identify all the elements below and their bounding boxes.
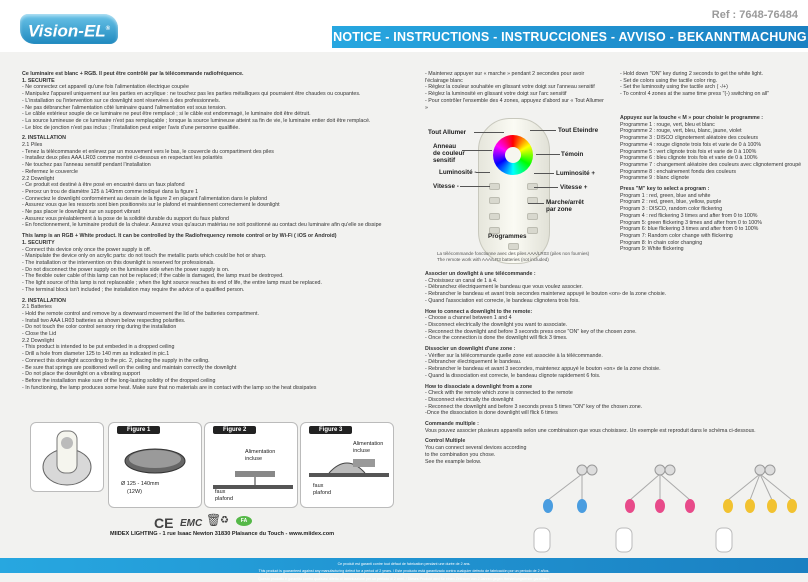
list-item: 2.2 Downlight	[22, 175, 55, 182]
list-item: 2.1 Batteries	[22, 304, 52, 311]
fr-install-title: 2. INSTALLATION	[22, 135, 66, 142]
fa-certification-logo: FA	[236, 516, 252, 526]
fig2-false-ceiling-label: faux plafond	[215, 489, 234, 502]
remote-button-icon	[489, 213, 500, 220]
list-item: - Le câble extérieur souple de ce luminaire ne peut être remplacé ; si le câble est endommagé, le luminaire doit être détruit.	[22, 111, 311, 118]
hand-remote-figure	[30, 422, 104, 492]
list-item: - Débrancher électriquement le bandeau.	[425, 359, 522, 366]
list-item: - Do not place the downlight on a vibrating support	[22, 371, 141, 378]
footer-line: Questo prodotto è garantito contro qualsiasi difetto di fabbricazione per un periodo di 2 anni. / Dieses Produkt wird für einen Zeitraum von 2 Jahren gegen Herstellungsfehler garantiert.	[258, 577, 550, 582]
remote-button-icon	[489, 197, 500, 204]
list-item: - Reconnect the downlight and before 3 seconds press once "ON" key of the chosen zone.	[425, 328, 637, 335]
program-item: Program 1 : red, green, blue and white	[620, 192, 711, 199]
company-address: MIIDEX LIGHTING - 1 rue Isaac Newton 31830 Plaisance du Touch - www.miidex.com	[110, 531, 335, 537]
program-item: Programme 8 : enchainement fondu des couleurs	[620, 168, 737, 175]
program-item: Program 7: Random color change with flickering	[620, 232, 733, 239]
list-item: - Installez deux piles AAA LR03 comme montré ci-dessous en respectant les polarités	[22, 155, 223, 162]
list-item: 2.1 Piles	[22, 142, 43, 149]
list-item: - Refermez le couvercle	[22, 168, 78, 175]
battery-note: La télécommande fonctionne avec des piles AAA/LR03 (piles non fournies) The remote work with AAA/LR3 batteries (not included)	[437, 251, 590, 262]
program-item: Programme 5 : vert clignote trois fois et varie de 0 à 100%	[620, 148, 757, 155]
remote-button-icon	[508, 243, 519, 250]
list-item: - Percez un trou de diamètre 125 à 140mm comme indiqué dans la figure 1	[22, 188, 199, 195]
list-item: - Connect this device only once the power supply is off.	[22, 246, 152, 253]
label-brightness-minus: Luminosité -	[439, 169, 477, 176]
list-item: - Quand la dissociation est correcte, le bandeau clignote rapidement 6 fois.	[425, 372, 601, 379]
label-indicator: Témoin	[561, 151, 584, 158]
figure-1-title: Figure 1	[117, 426, 160, 434]
brand-logo: Vision-EL®	[20, 14, 118, 44]
ce-mark: CE	[154, 515, 174, 531]
program-item: Programme 4 : rouge clignote trois fois et varie de 0 à 100%	[620, 141, 762, 148]
label-color-ring: Anneau de couleur sensitif	[433, 143, 465, 164]
list-item: - L'installation ou l'intervention sur ce downlight sont réservées à des professionnels.	[22, 97, 221, 104]
list-item: - Hold the remote control and remove by a downward movement the lid of the batteries compartment.	[22, 310, 260, 317]
remote-control	[478, 118, 550, 264]
callout-line	[462, 150, 492, 151]
fr-install-list	[22, 142, 412, 229]
list-item: - Check with the remote which zone is connected to the remote	[425, 390, 573, 397]
figure-2-panel	[204, 422, 298, 508]
callout-line	[528, 203, 544, 204]
list-item: - Ne connectez cet appareil qu'une fois l'alimentation électrique coupée	[22, 84, 189, 91]
figure-1-panel	[108, 422, 202, 508]
page-title: NOTICE - INSTRUCTIONS - INSTRUCCIONES - AVVISO - BEKANNTMACHUNG	[332, 26, 808, 48]
list-item: - Débranchez électriquement le bandeau que vous voulez associer.	[425, 284, 583, 291]
footer-line: This product is guaranteed against any manufacturing defect for a period of 2 years. / Este producto está garantizado contra cualquier defecto de fabricación por un periodo de 2 años.	[258, 569, 550, 574]
list-item: - Assurez vous que les ressorts sont bien positionnés sur le plafond et maintiennent correctement le downlight	[22, 202, 280, 209]
list-item: - Connect this downlight according to the pic. 2, placing the supply in the ceiling.	[22, 357, 210, 364]
fr-security-title: 1. SECURITE	[22, 77, 55, 84]
fr-security-list	[22, 84, 412, 131]
list-item: - Disconnect electrically the downlight you want to associate.	[425, 321, 568, 328]
program-item: Program 6: blue flickering 3 times and after from 0 to 100%	[620, 226, 759, 233]
list-item: - Do not touch the color control sensory ring during the installation	[22, 324, 177, 331]
list-item: - Close the Lid	[22, 331, 57, 338]
warranty-footer	[0, 558, 808, 582]
list-item: - Réglez la couleur souhaitée en glissant votre doigt sur l'anneau sensitif	[425, 84, 595, 91]
remote-instructions-en	[620, 71, 800, 98]
list-item: - Once the connection is done the downlight will flick 3 times.	[425, 335, 568, 342]
en-install-title: 2. INSTALLATION	[22, 297, 66, 304]
list-item: - Le bloc de jonction n'est pas inclus ; l'installation peut exiger l'avis d'une personne qualifiée.	[22, 124, 240, 131]
fr-intro: Ce luminaire est blanc + RGB. Il peut être contrôlé par la télécommande radiofréquence.	[22, 71, 244, 77]
program-item: Program 9: White flickering	[620, 246, 684, 253]
en-security-list	[22, 247, 412, 294]
list-item: - Set de colors using the tactile color ring.	[620, 77, 718, 84]
list-item: - Quand l'association est correcte, le bandeau clignotera trois fois.	[425, 297, 580, 304]
list-item: -Once the dissociation is done downlight will flick 6 times	[425, 410, 558, 417]
callout-line	[476, 172, 490, 173]
remote-button-icon	[527, 213, 538, 220]
program-item: Program 3 : DISCO, random color flickering	[620, 206, 723, 213]
list-item: - Connectez le downlight conformément au dessin de la figure 2 en plaçant l'alimentation dans le plafond	[22, 195, 268, 202]
figure-3-title: Figure 3	[309, 426, 352, 434]
power-label: (12W)	[127, 489, 142, 495]
fig3-power-supply-label: Alimentation incluse	[353, 441, 384, 454]
label-brightness-plus: Luminosité +	[556, 170, 596, 177]
list-item: - The terminal block isn't included ; the installation may require the advice of a qualified person.	[22, 286, 245, 293]
list-item: - Ne pas débrancher l'alimentation côté luminaire quand l'alimentation est sous tension.	[22, 104, 227, 111]
figure-2-title: Figure 2	[213, 426, 256, 434]
emc-mark: EMC	[180, 518, 203, 529]
hand-remote-illustration	[31, 423, 103, 491]
multi-control-diagram	[530, 458, 800, 554]
list-item: - Assurez vous préalablement à la pose de la solidité durable du support du faux plafond	[22, 215, 230, 222]
program-item: Program 2 : red, green, blue, yellow, purple	[620, 199, 722, 206]
callout-line	[530, 130, 556, 131]
list-item: - Hold down "ON" key during 2 seconds to get the white light.	[620, 71, 764, 77]
list-item: - Pour contrôler l'ensemble des 4 zones, appuyez d'abord sur « Tout Allumer »	[425, 97, 604, 111]
recycle-icon: ♻	[220, 515, 229, 526]
remote-instructions-fr	[425, 71, 605, 111]
list-item: - Vérifier sur la télécommande quelle zone est associée à la télécommande.	[425, 352, 603, 359]
list-item: - Ne touchez pas l'anneau sensitif pendant l'installation	[22, 162, 151, 169]
callout-line	[534, 187, 558, 188]
list-item: - Rebrancher le bandeau et avant trois secondes maintenez appuyé le bouton «on» de la zone choisie.	[425, 291, 667, 298]
program-item: Program 5: green flickering 3 times and after from 0 to 100%	[620, 219, 762, 226]
callout-line	[536, 154, 560, 155]
en-intro: This lamp is an RGB + White product. It can be controlled by the Radiofrequency remote control or by Wi-Fi ( iOS or Android)	[22, 233, 337, 240]
list-item: - Install two AAA LR03 batteries as shown below respecting polarities.	[22, 317, 186, 324]
fig2-power-supply-label: Alimentation incluse	[245, 449, 276, 462]
label-all-off: Tout Eteindre	[558, 127, 599, 134]
list-item: - Set the luminosity using the tactile arch ( -/+)	[620, 84, 728, 91]
list-item: 2.2 Downlight	[22, 337, 55, 344]
program-item: Programme 3 : DISCO clignotement aléatoire des couleurs	[620, 135, 759, 142]
weee-bin-icon: 🗑	[206, 513, 222, 527]
program-list-fr: Appuyez sur la touche « M » pour choisir le programme : Programme 1 : rouge, vert, bleu et blanc Programme 2 : rouge, vert, bleu, blanc, jaune, violet Programme 3 : DISCO clignotement aléatoire des couleurs Programme 4 : rouge clignote trois fois et varie de 0 à 100% Programme 5 : vert clignote trois fois et varie de 0 à 100% Programme 6 : bleu clignote trois fois et varie de 0 à 100% Programme 7 : changement aléatoire des couleurs avec clignotement groupé Programme 8 : enchainement fondu des couleurs Programme 9 : blanc clignote Press "M" key to select a program : Program 1 : red, green, blue and white Program 2 : red, green, blue, yellow, purple Program 3 : DISCO, random color flickering Program 4 : red flickering 3 times and after from 0 to 100% Program 5: green flickering 3 times and after from 0 to 100% Program 6: blue flickering 3 times and after from 0 to 100% Program 7: Random color change with flickering Program 8: In chain color changing Program 9: White flickering	[620, 115, 802, 253]
list-item: - Disconnect electrically the downlight	[425, 396, 514, 403]
label-all-on: Tout Allumer	[428, 129, 467, 136]
list-item: - Choisissez un canal de 1 à 4.	[425, 277, 498, 284]
list-item: - The installation or the intervention on this downlight is reserved for professionals.	[22, 259, 215, 266]
remote-button-icon	[489, 183, 500, 190]
list-item: See the example below.	[425, 458, 482, 465]
list-item: - Manipulez l'appareil uniquement sur les parties en acrylique : ne touchez pas les parties métalliques qui pourraient être chaudes ou coupantes.	[22, 91, 361, 98]
label-speed-minus: Vitesse -	[433, 183, 459, 190]
list-item: - This product is intended to be put embeded in a dropped ceiling	[22, 344, 175, 351]
callout-line	[534, 173, 554, 174]
callout-line	[474, 132, 504, 133]
list-item: - Manipulate the device only on acrylic parts: do not touch the metallic parts which could be hot or sharp.	[22, 253, 267, 260]
program-item: Program 8: In chain color changing	[620, 239, 703, 246]
hole-diameter-label: Ø 125 - 140mm	[121, 481, 160, 487]
fig3-false-ceiling-label: faux plafond	[313, 483, 332, 496]
remote-button-icon	[527, 227, 538, 234]
en-security-title: 1. SECURITY	[22, 239, 55, 246]
program-item: Program 4 : red flickering 3 times and after from 0 to 100%	[620, 212, 758, 219]
list-item: - Ce produit est destiné à être posé en encastré dans un faux plafond	[22, 182, 185, 189]
list-item: - The flexible outer cable of this lamp can not be replaced; if the cable is damaged, the lamp must be destroyed.	[22, 273, 284, 280]
list-item: - Maintenez appuyer sur « marche » pendant 2 secondes pour avoir l'éclairage blanc	[425, 71, 585, 84]
footer-line: Ce produit est garanti contre tout défaut de fabrication pendant une durée de 2 ans.	[337, 561, 471, 566]
label-zone-onoff: Marche/arrêt par zone	[546, 199, 584, 213]
label-programs: Programmes	[488, 233, 527, 240]
list-item: - To control 4 zones at the same time press "(-) switching on all"	[620, 91, 770, 98]
program-item: Programme 2 : rouge, vert, bleu, blanc, jaune, violet	[620, 128, 742, 135]
list-item: - In functioning, the lamp produces some heat. Make sure that no materials are in contact with the lamp so the heat dissipates	[22, 384, 317, 391]
list-item: - Be sure that springs are positioned well on the ceiling and maintain correctly the downlight	[22, 364, 237, 371]
program-item: Programme 7 : changement aléatoire des couleurs avec clignotement groupé	[620, 161, 802, 168]
color-ring-icon	[493, 135, 533, 175]
figure-3-panel	[300, 422, 394, 508]
callout-line	[460, 186, 490, 187]
list-item: - En fonctionnement, le luminaire produit de la chaleur. Assurez vous qu'aucun matériau ne soit positionné au contact deu luminaire afin qu'elle se dissipe	[22, 222, 382, 229]
reference-number: Ref : 7648-76484	[711, 9, 798, 21]
list-item: - The light source of this lamp is not replaceable ; when the light source reaches its end of life, the entire lamp must be replaced.	[22, 280, 322, 287]
list-item: to the combination you chose.	[425, 451, 496, 458]
list-item: - Reconnect the downlight and before 3 seconds press 5 times "ON" key of the chosen zone.	[425, 403, 643, 410]
program-item: Programme 1 : rouge, vert, bleu et blanc	[620, 121, 715, 128]
list-item: - La source lumineuse de ce luminaire n'est pas remplaçable ; lorsque la source lumineuse atteint sa fin de vie, le luminaire entier doit être remplacé.	[22, 117, 371, 124]
program-item: Programme 9 : blanc clignote	[620, 175, 689, 182]
pairing-section: Associer un dowlight à une télécommande : - Choisissez un canal de 1 à 4. - Débranchez électriquement le bandeau que vous voulez associer. - Rebrancher le bandeau et avant trois secondes maintenez appuyé le bouton «on» de la zone choisie. - Quand l'association est correcte, le bandeau clignotera trois fois. How to connect a downlight to the remote: - Choose a channel between 1 and 4 - Disconnect electrically the downlight you want to associate. - Reconnect the downlight and before 3 seconds press once "ON" key of the chosen zone. - Once the connection is done the downlight will flick 3 times. Dissocier un downlight d'une zone : - Vérifier sur la télécommande quelle zone est associée à la télécommande. - Débrancher électriquement le bandeau. - Rebrancher le bandeau et avant 3 secondes, maintenez appuyé le bouton «on» de la zone choisie. - Quand la dissociation est correcte, le bandeau clignote rapidement 6 fois. How to dissociate a downlight from a zone - Check with the remote which zone is connected to the remote - Disconnect electrically the downlight - Reconnect the downlight and before 3 seconds press 5 times "ON" key of the chosen zone. -Once the dissociation is done downlight will flick 6 times Commande multiple : Vous pouvez associer plusieurs appareils selon une combinaison que vous choisissez. Un exemple est reproduit dans le schéma ci-dessous. Control Multiple You can connect several devices according to the combination you chose. See the example below.	[425, 271, 800, 465]
list-item: - Rebrancher le bandeau et avant 3 secondes, maintenez appuyé le bouton «on» de la zone choisie.	[425, 366, 661, 373]
list-item: You can connect several devices according	[425, 445, 527, 452]
list-item: - Tenez la télécommande et enlevez par un mouvement vers le bas, le couvercle du compartiment des piles	[22, 148, 274, 155]
list-item: - Before the installation make sure of the long-lasting solidity of the dropped ceiling	[22, 377, 216, 384]
list-item: - Ne pas placer le downlight sur un support vibrant	[22, 209, 141, 216]
list-item: - Choose a channel between 1 and 4	[425, 315, 512, 322]
en-install-list	[22, 304, 412, 391]
list-item: - Drill a hole from diameter 125 to 140 mm as indicated in pic.1	[22, 351, 170, 358]
label-speed-plus: Vitesse +	[560, 184, 588, 191]
list-item: - Réglez la luminosité en glissant votre doigt sur l'arc sensitif	[425, 91, 567, 98]
ceiling-hole-illustration	[109, 423, 201, 507]
program-item: Programme 6 : bleu clignote trois fois et varie de 0 à 100%	[620, 155, 758, 162]
left-column	[22, 71, 412, 391]
list-item: - Do not disconnect the power supply on the luminaire side when the power supply is on.	[22, 266, 230, 273]
